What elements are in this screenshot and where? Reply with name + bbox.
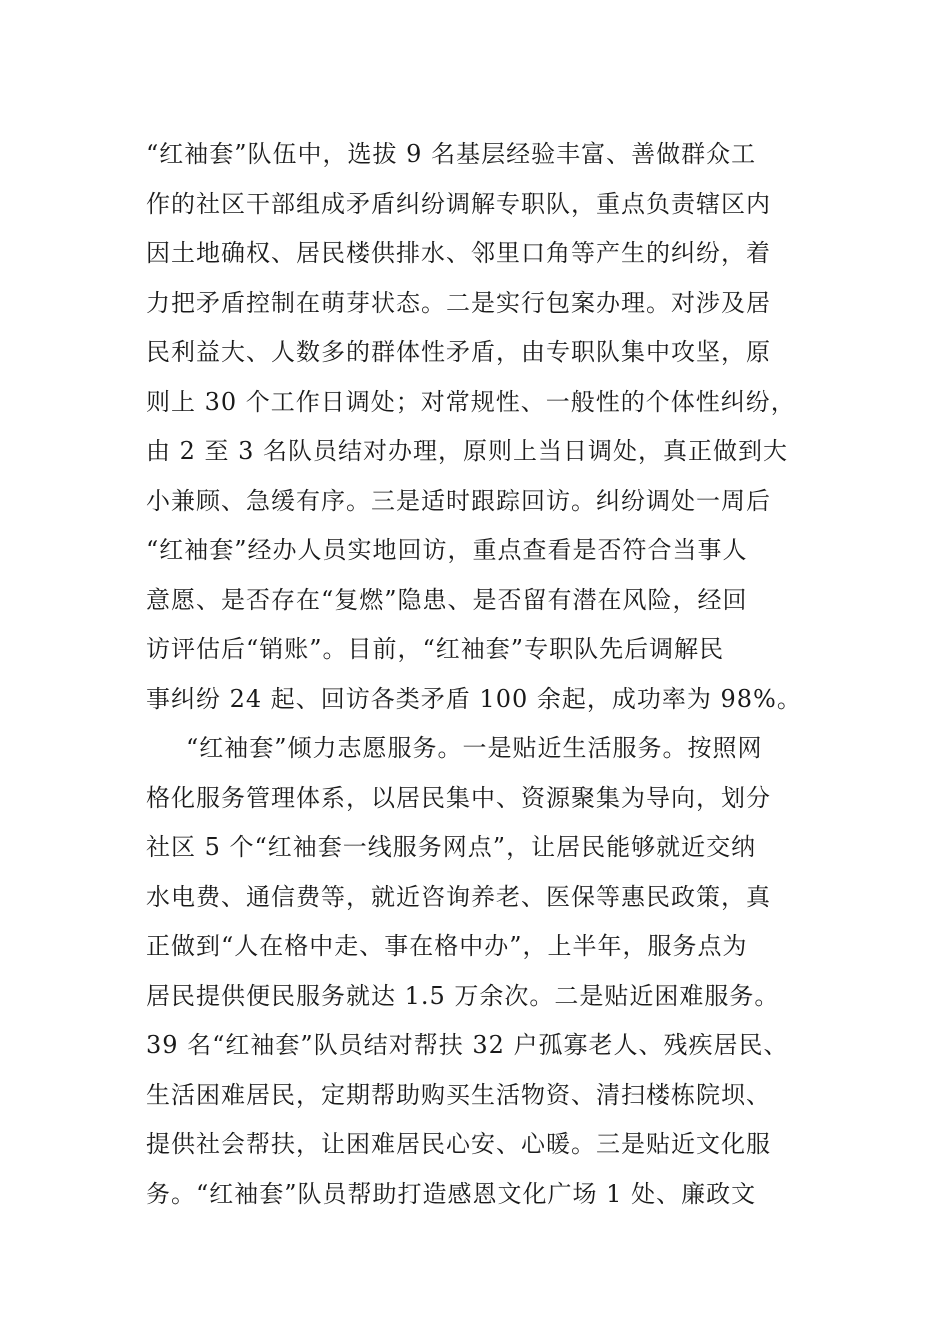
text-line: “红袖套”队伍中，选拔 9 名基层经验丰富、善做群众工	[146, 140, 757, 168]
text-line: 水电费、通信费等，就近咨询养老、医保等惠民政策，真	[146, 882, 771, 911]
text-line: 生活困难居民，定期帮助购买生活物资、清扫楼栋院坝、	[146, 1080, 771, 1109]
text-line: 力把矛盾控制在萌芽状态。二是实行包案办理。对涉及居	[146, 288, 771, 317]
body-text	[146, 130, 826, 1219]
text-line: “红袖套”经办人员实地回访，重点查看是否符合当事人	[146, 536, 748, 564]
text-line: 居民提供便民服务就达 1.5 万余次。二是贴近困难服务。	[146, 981, 780, 1010]
text-line: 小兼顾、急缓有序。三是适时跟踪回访。纠纷调处一周后	[146, 486, 771, 515]
text-line: 民利益大、人数多的群体性矛盾，由专职队集中攻坚，原	[146, 338, 771, 366]
text-line: 意愿、是否存在“复燃”隐患、是否留有潜在风险，经回	[146, 585, 748, 614]
text-line: 务。“红袖套”队员帮助打造感恩文化广场 1 处、廉政文	[146, 1179, 757, 1208]
text-line: 社区 5 个“红袖套一线服务网点”，让居民能够就近交纳	[146, 833, 757, 861]
text-line: 由 2 至 3 名队员结对办理，原则上当日调处，真正做到大	[146, 437, 789, 465]
text-line: 正做到“人在格中走、事在格中办”，上半年，服务点为	[146, 932, 748, 960]
text-line: 事纠纷 24 起、回访各类矛盾 100 余起，成功率为 98%。	[146, 684, 802, 713]
text-line: 则上 30 个工作日调处；对常规性、一般性的个体性纠纷，	[146, 387, 796, 416]
text-line: 因土地确权、居民楼供排水、邻里口角等产生的纠纷，着	[146, 239, 771, 267]
text-line: 39 名“红袖套”队员结对帮扶 32 户孤寡老人、残疾居民、	[146, 1031, 789, 1059]
paragraph-start-line: “红袖套”倾力志愿服务。一是贴近生活服务。按照网	[186, 734, 763, 762]
text-line: 访评估后“销账”。目前，“红袖套”专职队先后调解民	[146, 635, 725, 663]
text-line: 提供社会帮扶，让困难居民心安、心暖。三是贴近文化服	[146, 1130, 771, 1158]
text-line: 作的社区干部组成矛盾纠纷调解专职队，重点负责辖区内	[146, 189, 771, 218]
text-line: 格化服务管理体系，以居民集中、资源聚集为导向，划分	[146, 783, 771, 812]
